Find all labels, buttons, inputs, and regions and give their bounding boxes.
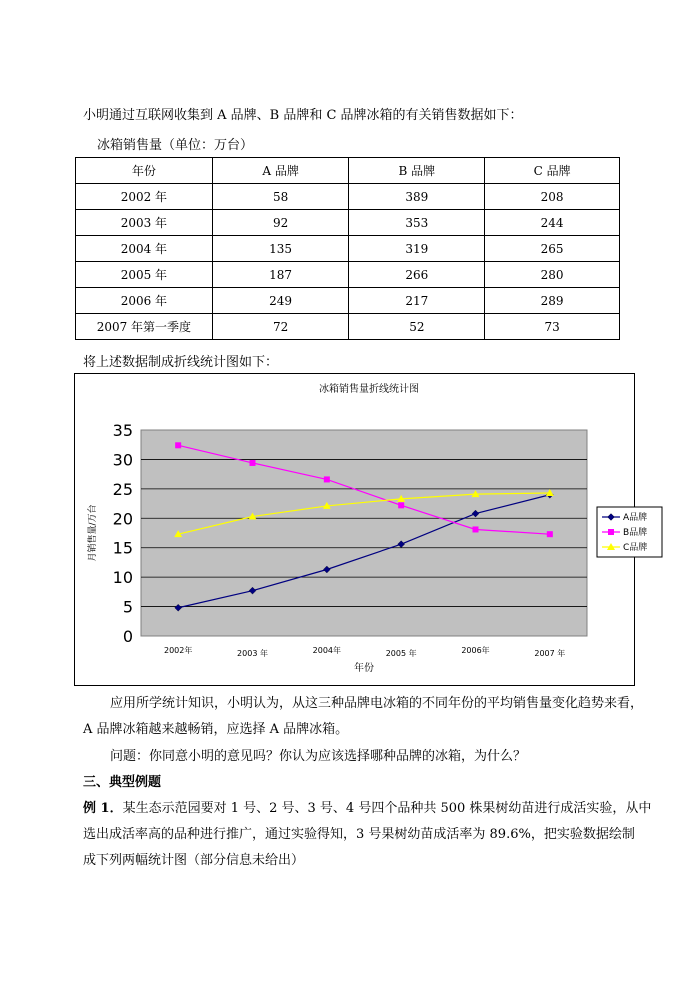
sales-table: [75, 157, 620, 340]
table-cell: 135: [212, 236, 349, 262]
x-tick-label: 2007 年: [534, 649, 566, 658]
table-cell: 72: [212, 314, 349, 340]
table-row: [76, 210, 620, 236]
table-cell: 389: [349, 184, 485, 210]
data-point: [250, 460, 256, 466]
y-tick-label: 30: [112, 450, 133, 470]
paragraph-line: 应用所学统计知识，小明认为，从这三种品牌电冰箱的不同年份的平均销售量变化趋势来看，: [110, 696, 644, 711]
chart-intro-text: 将上述数据制成折线统计图如下：: [83, 355, 279, 370]
table-cell: 58: [212, 184, 349, 210]
y-tick-label: 10: [112, 568, 133, 588]
paragraph-line: A 品牌冰箱越来越畅销，应选择 A 品牌冰箱。: [83, 722, 349, 737]
plot-area: [141, 430, 587, 636]
x-tick-label: 2002年: [163, 646, 193, 655]
table-cell: 2005 年: [76, 262, 213, 288]
table-cell: 249: [212, 288, 349, 314]
chart-title: 冰箱销售量折线统计图: [319, 384, 419, 395]
x-tick-label: 2005 年: [385, 649, 417, 658]
data-point: [175, 442, 181, 448]
chart-legend: [597, 507, 662, 557]
table-cell: 244: [485, 210, 620, 236]
table-cell: 92: [212, 210, 349, 236]
example-line: [83, 797, 651, 816]
x-axis-label: 年份: [354, 663, 374, 674]
question-text: 问题：你同意小明的意见吗？你认为应该选择哪种品牌的冰箱，为什么？: [110, 749, 527, 764]
example-text: 某生态示范园要对 1 号、2 号、3 号、4 号四个品种共 500 株果树幼苗进行成活实验，从中: [122, 801, 652, 816]
x-axis-ticks: [164, 645, 565, 658]
table-cell: 2003 年: [76, 210, 213, 236]
table-caption: 冰箱销售量（单位：万台）: [97, 138, 254, 153]
example-label: 例 1．: [83, 801, 123, 816]
table-row: [76, 184, 620, 210]
y-tick-label: 5: [122, 597, 133, 617]
table-cell: 266: [349, 262, 485, 288]
table-header-row: [76, 158, 620, 184]
table-cell: 2006 年: [76, 288, 213, 314]
table-cell: 353: [349, 210, 485, 236]
example-line: 成下列两幅统计图（部分信息未给出）: [83, 853, 305, 868]
legend-label: A品牌: [623, 513, 648, 523]
y-tick-label: 35: [112, 421, 133, 440]
y-tick-label: 15: [112, 538, 133, 558]
data-point: [608, 529, 614, 535]
y-axis-ticks: [113, 421, 133, 646]
line-chart: [75, 374, 648, 685]
section-heading: 三、典型例题: [83, 775, 162, 790]
y-tick-label: 20: [112, 509, 133, 529]
data-point: [473, 526, 479, 532]
table-cell: 265: [485, 236, 620, 262]
table-cell: 208: [485, 184, 620, 210]
data-point: [547, 531, 553, 537]
table-cell: 319: [349, 236, 485, 262]
table-row: [76, 262, 620, 288]
table-row: [76, 236, 620, 262]
header-cell: B 品牌: [349, 158, 485, 184]
legend-label: B品牌: [623, 528, 648, 538]
table-cell: 2007 年第一季度: [76, 314, 213, 340]
header-cell: 年份: [76, 158, 213, 184]
table-row: [76, 288, 620, 314]
table-cell: 217: [349, 288, 485, 314]
table-cell: 280: [485, 262, 620, 288]
y-tick-label: 25: [112, 479, 133, 499]
table-cell: 289: [485, 288, 620, 314]
y-tick-label: 0: [122, 627, 133, 646]
legend-label: C品牌: [623, 543, 648, 553]
header-cell: A 品牌: [212, 158, 349, 184]
table-cell: 73: [485, 314, 620, 340]
table-row: [76, 314, 620, 340]
table-cell: 2002 年: [76, 184, 213, 210]
intro-text: 小明通过互联网收集到 A 品牌、B 品牌和 C 品牌冰箱的有关销售数据如下：: [83, 108, 523, 123]
table-cell: 187: [212, 262, 349, 288]
x-tick-label: 2004年: [312, 646, 342, 655]
data-point: [398, 502, 404, 508]
x-tick-label: 2003 年: [237, 649, 268, 658]
data-point: [324, 476, 330, 482]
chart-frame: [74, 373, 648, 686]
x-tick-label: 2006年: [461, 646, 490, 655]
table-cell: 2004 年: [76, 236, 213, 262]
table-cell: 52: [349, 314, 485, 340]
y-axis-label: 月销售量/万台: [88, 504, 98, 562]
header-cell: C 品牌: [485, 158, 620, 184]
example-line: 选出成活率高的品种进行推广，通过实验得知，3 号果树幼苗成活率为 89.6%，把实验数据绘制: [83, 827, 635, 842]
